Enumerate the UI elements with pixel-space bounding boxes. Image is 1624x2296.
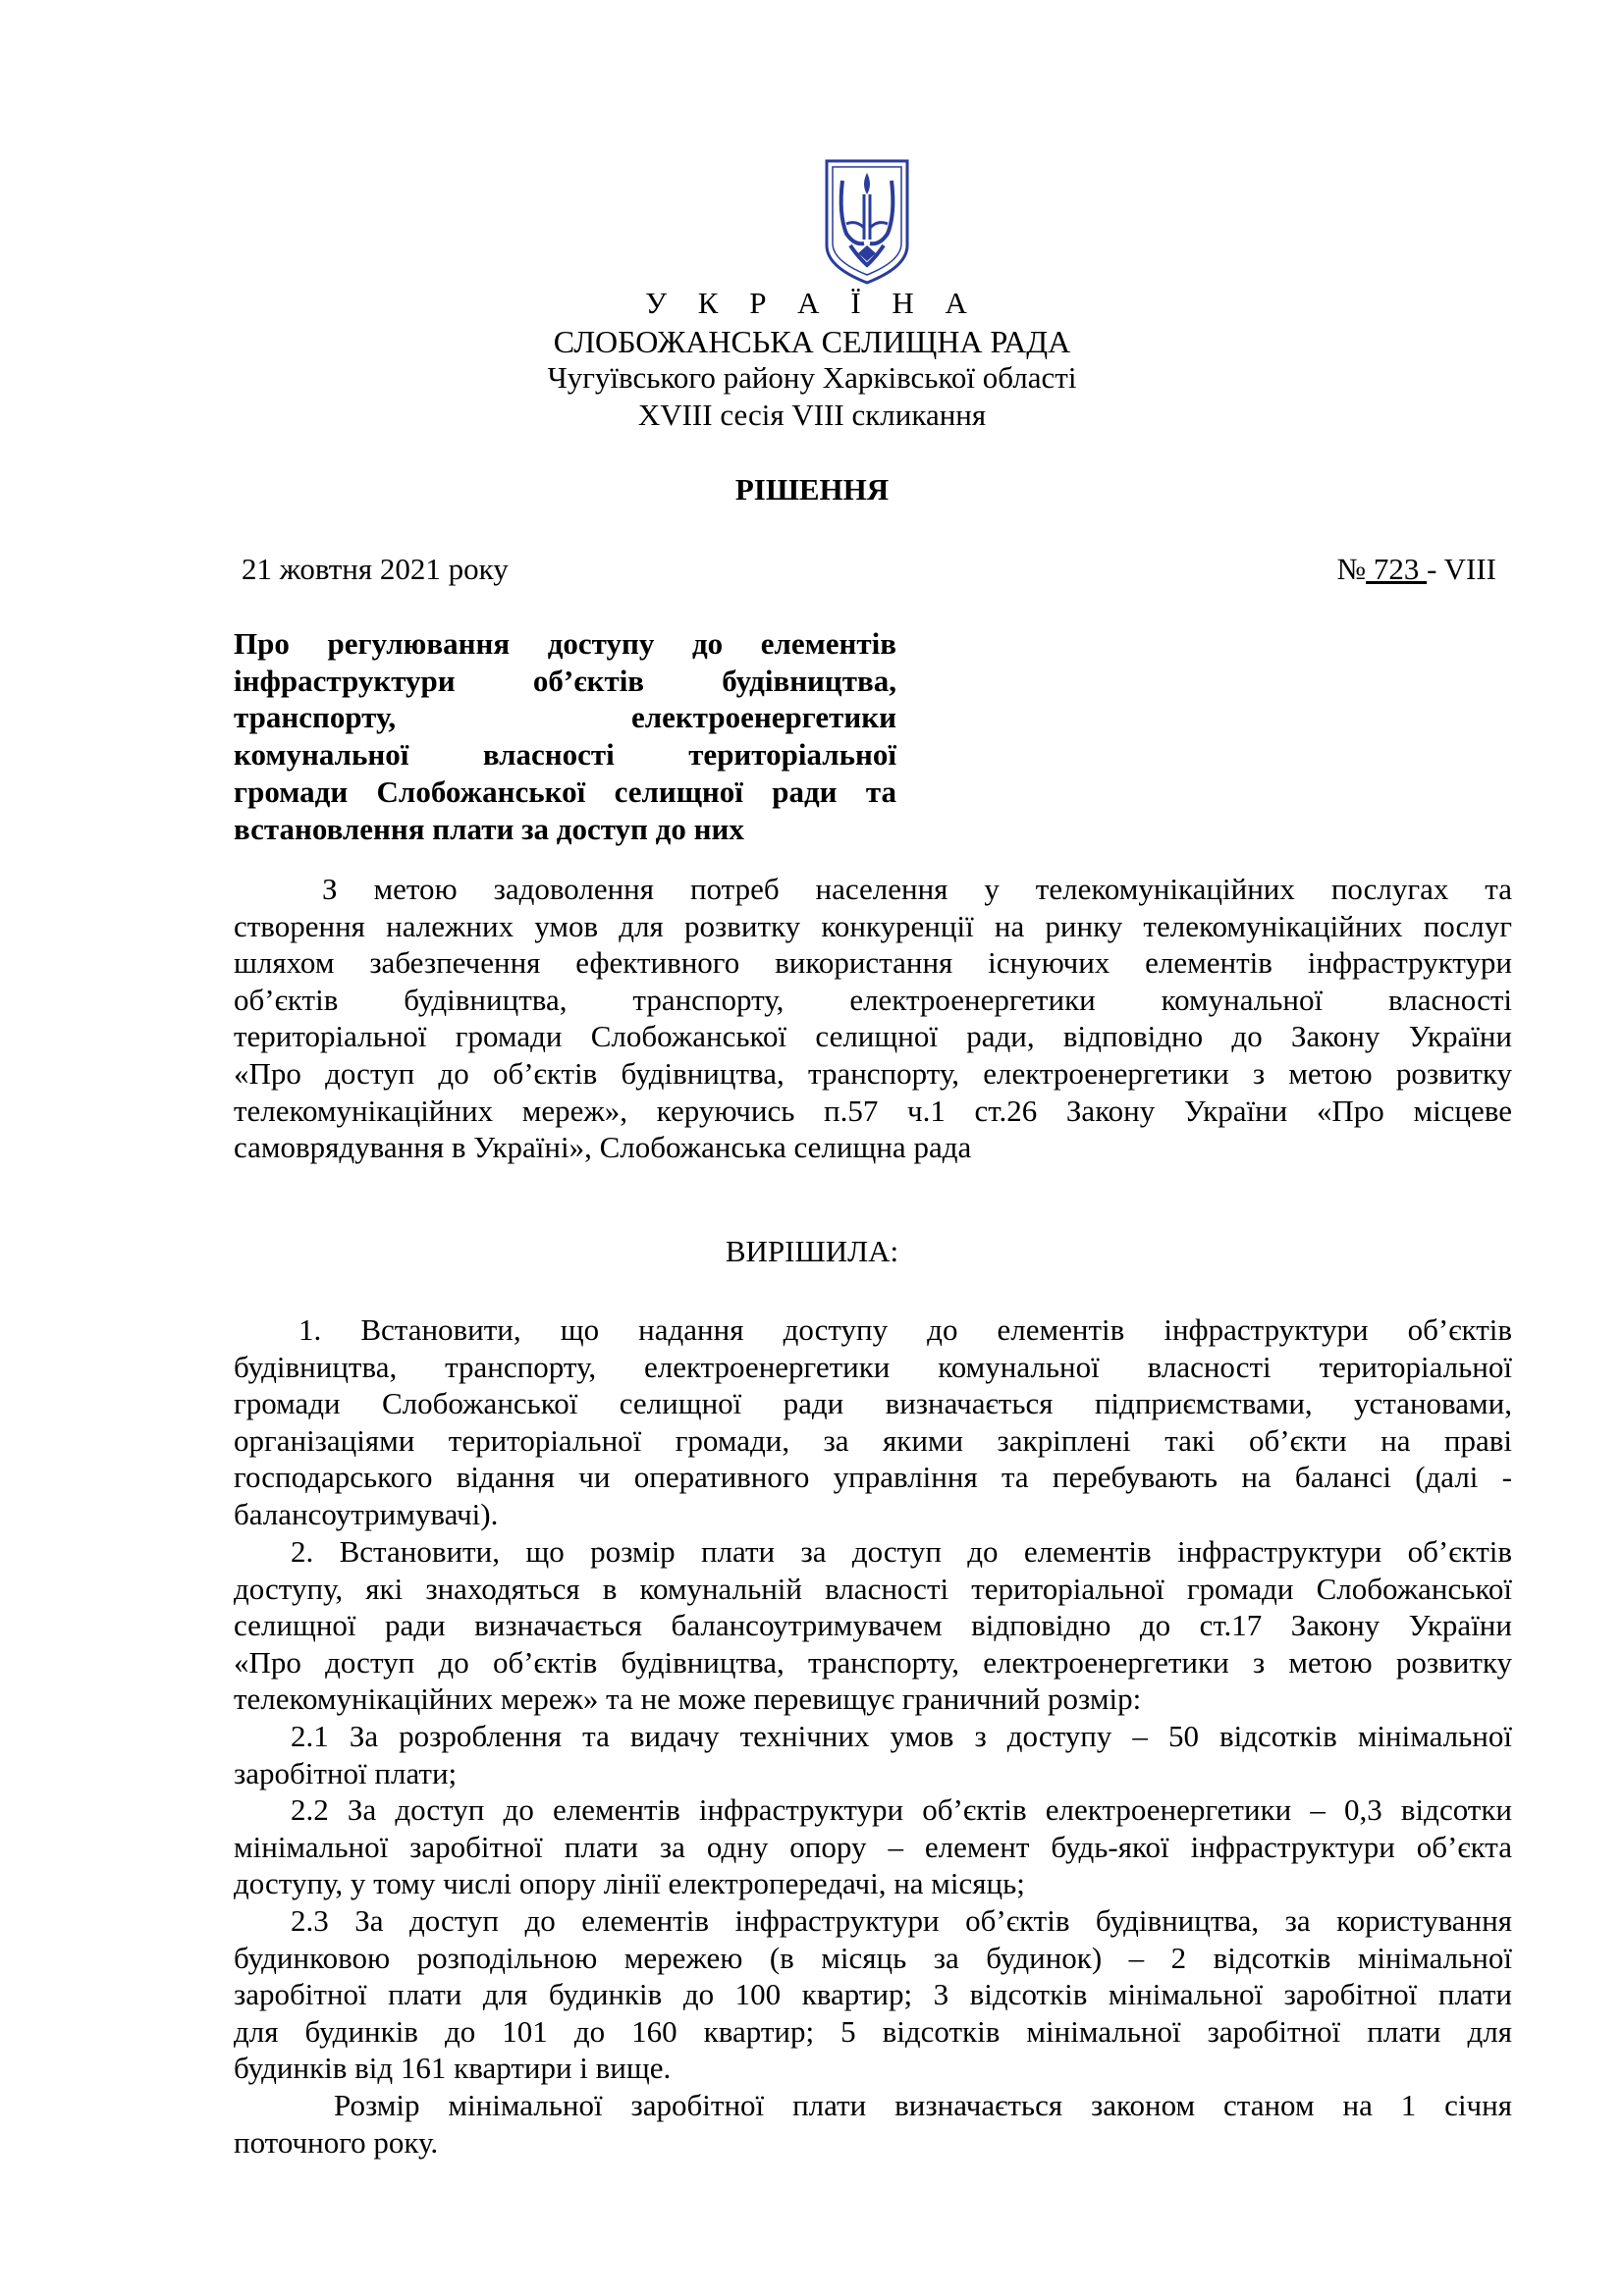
number-suffix: - VIII	[1427, 552, 1496, 586]
preamble-line: телекомунікаційних мереж», керуючись п.57 ч.1 ст.26 Закону України «Про місцеве	[234, 1093, 1512, 1128]
item-2-1-line: заробітної плати;	[234, 1755, 458, 1790]
item-1-line: балансоутримувачі).	[234, 1496, 499, 1531]
decision-number	[1337, 551, 1496, 588]
subject-line: інфраструктури об’єктів будівництва,	[234, 663, 896, 698]
subject-line: громади Слобожанської селищної ради та	[234, 774, 896, 809]
subject-line: Про регулювання доступу до елементів	[234, 626, 896, 661]
item-2-3-line: будинковою розподільною мережею (в місяць за будинок) – 2 відсотків мінімальної	[234, 1940, 1512, 1975]
item-1-line: господарського відання чи оперативного управління та перебувають на балансі (далі -	[234, 1460, 1512, 1495]
item-1-paragraph	[234, 1311, 1512, 1533]
item-2-2-line: доступу, у тому числі опору лінії електропередачі, на місяць;	[234, 1866, 1025, 1901]
item-2-line: 2. Встановити, що розмір плати за доступ до елементів інфраструктури об’єктів	[291, 1534, 1512, 1569]
header-session: XVIII сесія VIII скликання	[637, 398, 987, 432]
number-value: 723	[1366, 552, 1428, 586]
header-council: СЛОБОЖАНСЬКА СЕЛИЩНА РАДА	[553, 324, 1071, 359]
item-1-line: організаціями територіальної громади, за якими закріплені такі об’єкти на праві	[234, 1422, 1512, 1458]
item-2-line: доступу, які знаходяться в комунальній власності територіальної громади Слобожанської	[234, 1571, 1512, 1606]
decision-date: 21 жовтня 2021 року	[242, 552, 509, 586]
item-2-line: «Про доступ до об’єктів будівництва, транспорту, електроенергетики з метою розвитку	[234, 1644, 1512, 1680]
preamble-line: самоврядування в Україні», Слобожанська селищна рада	[234, 1130, 972, 1165]
preamble-line: «Про доступ до об’єктів будівництва, транспорту, електроенергетики з метою розвитку	[234, 1055, 1512, 1091]
subject-line: комунальної власності територіальної	[234, 737, 896, 773]
item-1-line: громади Слобожанської селищної ради визначається підприємствами, установами,	[234, 1386, 1512, 1421]
item-2-1-line: 2.1 За розроблення та видачу технічних умов з доступу – 50 відсотків мінімальної	[291, 1719, 1512, 1753]
item-2-2-line: мінімальної заробітної плати за одну опору – елемент будь-якої інфраструктури об’єкта	[234, 1829, 1512, 1864]
item-2-line: телекомунікаційних мереж» та не може перевищує граничний розмір:	[234, 1682, 1142, 1717]
coat-of-arms-trident-icon	[821, 155, 913, 287]
preamble-paragraph	[234, 871, 1512, 1166]
item-2-line: селищної ради визначається балансоутримувачем відповідно до ст.17 Закону України	[234, 1608, 1512, 1643]
note-line: Розмір мінімальної заробітної плати визначається законом станом на 1 січня	[334, 2088, 1512, 2122]
note-paragraph	[234, 2087, 1512, 2161]
header-country: У К Р А Ї Н А	[645, 286, 979, 320]
preamble-line: територіальної громади Слобожанської селищної ради, відповідно до Закону України	[234, 1019, 1512, 1054]
item-2-2-paragraph	[234, 1791, 1512, 1902]
preamble-line: об’єктів будівництва, транспорту, електроенергетики комунальної власності	[234, 982, 1512, 1017]
item-2-3-line: будинків від 161 квартири і вище.	[234, 2051, 672, 2086]
header-district: Чугуївського району Харківської області	[547, 360, 1077, 395]
preamble-line: створення належних умов для розвитку конкуренції на ринку телекомунікаційних послуг	[234, 908, 1512, 943]
decision-title: РІШЕННЯ	[734, 472, 890, 507]
number-prefix: №	[1336, 552, 1367, 586]
subject-line: встановлення плати за доступ до них	[234, 811, 744, 846]
item-1-line: будівництва, транспорту, електроенергетики комунальної власності територіальної	[234, 1349, 1512, 1384]
item-2-1-paragraph	[234, 1718, 1512, 1791]
item-2-2-line: 2.2 За доступ до елементів інфраструктури об’єктів електроенергетики – 0,3 відсотки	[291, 1792, 1512, 1827]
item-1-line: 1. Встановити, що надання доступу до елементів інфраструктури об’єктів	[298, 1312, 1512, 1347]
item-2-3-line: для будинків до 101 до 160 квартир; 5 відсотків мінімальної заробітної плати для	[234, 2013, 1512, 2049]
item-2-3-paragraph	[234, 1902, 1512, 2087]
item-2-3-line: 2.3 За доступ до елементів інфраструктури об’єктів будівництва, за користування	[291, 1903, 1512, 1938]
resolved-heading: ВИРІШИЛА:	[725, 1234, 899, 1268]
subject-line: транспорту, електроенергетики	[234, 700, 896, 735]
item-2-3-line: заробітної плати для будинків до 100 квартир; 3 відсотків мінімальної заробітної плати	[234, 1977, 1512, 2012]
preamble-line: шляхом забезпечення ефективного використання існуючих елементів інфраструктури	[234, 945, 1512, 981]
preamble-line: З метою задоволення потреб населення у телекомунікаційних послугах та	[322, 872, 1512, 906]
decision-subject	[234, 625, 896, 847]
note-line: поточного року.	[234, 2124, 439, 2160]
item-2-paragraph	[234, 1533, 1512, 1718]
